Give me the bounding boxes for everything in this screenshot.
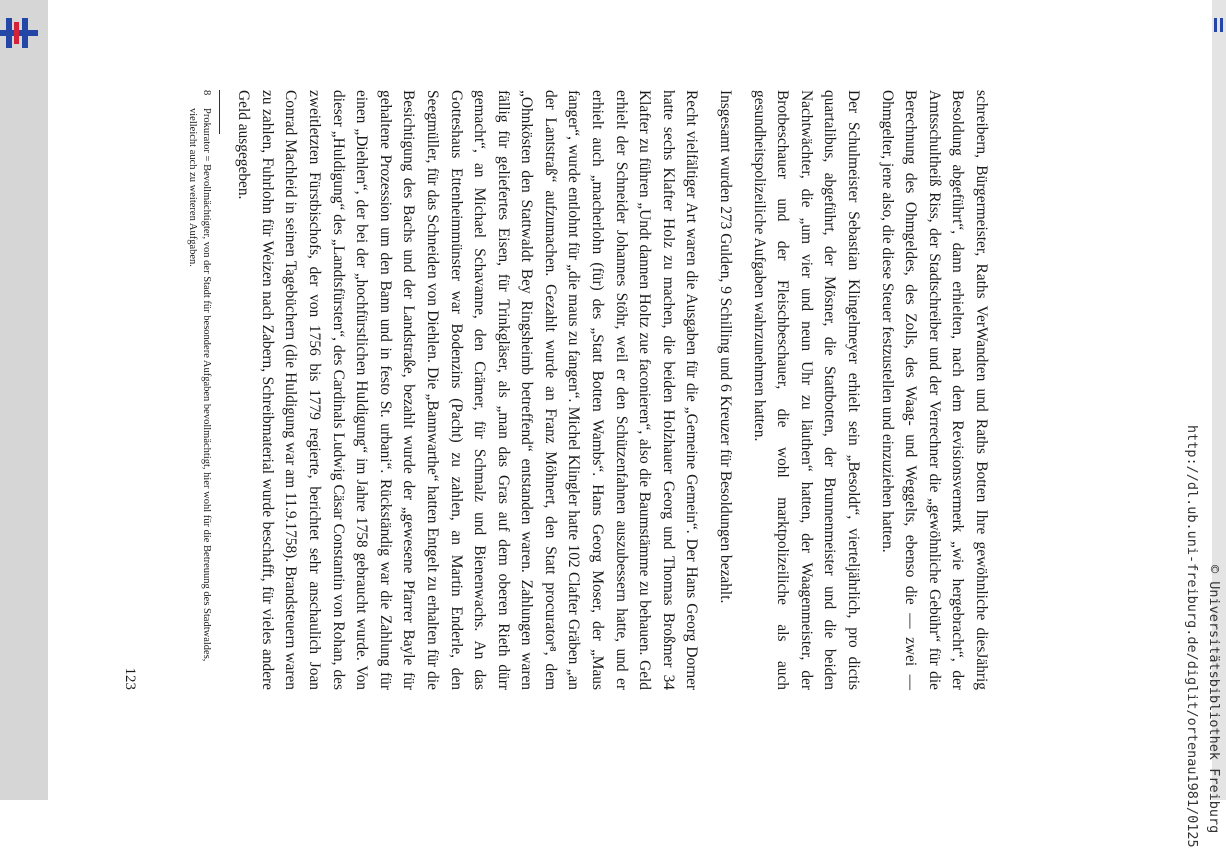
footnote — [185, 90, 213, 690]
ub-freiburg-logo-icon — [0, 18, 40, 48]
page-number: 123 — [122, 667, 138, 690]
corner-logo-icon — [1214, 18, 1224, 34]
paragraph: Recht vielfältiger Art waren die Ausgaben für die „Gemeine Gemein“. Der Hans Georg Dorner hatte sechs Klafter Holz zu machen, die beiden Holzhauer Georg und Thomas Broßmer 34 Klafter zu führen „Undt dannen Holtz zue faconieren“, also die Baumstämme zu behauen. Geld erhielt der Schneider Johannes Stöhr, weil er den Schützenfahnen auszubessern hatte, und er erhielt auch „macherlohn (für) des „Statt Botten Wambs“. Hans Georg Moser, der „Maus fanger“, wurde entlohnt für „die maus zu fangen“. Michel Klingler hatte 102 Clafter Gräben „an der Lantstraß“ aufzumachen. Gezahlt wurde an Franz Möhnert, den Statt procurator⁸, dem „Ohnkösten den Stattwaldt Bey Ringsheimb betreffend“ entstanden waren. Zahlungen waren fällig für geliefertes Eisen, für Trinkgläser, als „man das Gras auf dem oberen Rieth dürr gemacht“, an Michael Schavanne, den Crämer, für Schmalz und Bienenwachs. An das Gotteshaus Ettenheimmünster war Bodenzins (Pacht) zu zahlen, an Martin Enderle, den Seegmüller, für das Schneiden von Diehlen. Die „Bannwarthe“ hatten Entgelt zu erhalten für die Besichtigung des Bachs und der Landstraße, bezahlt wurde der „gewesene Pfarrer Bayle für gehaltene Prozession um den Bann und in festo St. urbani“. Rückständig war die Zahlung für einen „Diehlen“, der bei der „hochfürstlichen Huldigung“ im Jahre 1758 gebraucht wurde. Von dieser „Huldigung“ des „Landtsfürsten“, des Cardinals Ludwig Cäsar Constantin von Rohan, des zweitletzten Fürstbischofs, der von 1756 bis 1779 regierte, berichtet sehr anschaulich Joan Conrad Machleid in seinen Tagebüchern (die Huldigung war am 11.9.1758). Brandsteuern waren zu zahlen, Fuhrlohn für Weizen nach Zabern, Schreibmaterial wurde beschafft, für vieles andere Geld ausgegeben. — [235, 90, 701, 690]
paragraph: Insgesamt wurden 273 Gulden, 9 Schilling und 6 Kreuzer für Besoldungen bezahlt. — [717, 90, 735, 604]
scanned-page — [83, 20, 1143, 780]
footnote-text: Prokurator = Bevollmächtigter, von der Stadt für besondere Aufgaben bevollmächtigt, hier wohl für die Betreuung des Stadtwaldes, vielleicht auch zu weiteren Aufgaben. — [186, 108, 212, 662]
watermark-url: http://dl.ub.uni-freiburg.de/diglit/ortenau1981/0125 — [1184, 425, 1200, 848]
paragraph: schreibern, Bürgermeister, Raths VerWandten und Raths Botten Ihre gewöhnliche diesJährig Besoldung abgeführt“, dann erhielten, nach dem Revisionsvermerk „wie hergebracht“, der Amtsschultheiß Riss, der Stadtschreiber und der Verrechner die „gewöhnliche Gebühr“ für die Berechnung des Ohmgeldes, des Zolls, des Waag- und Weggelts, ebenso die — zwei — Ohmgelter, jene also, die diese Steuer festzustellen und einzuziehen hatten. — [878, 90, 990, 690]
footnote-number: 8 — [200, 90, 212, 96]
left-gutter — [0, 0, 48, 800]
watermark-copyright: © Universitätsbibliothek Freiburg — [1206, 565, 1222, 834]
body-text — [232, 90, 993, 690]
footnote-divider — [219, 90, 220, 134]
paragraph: Der Schulmeister Sebastian Klingelmeyer erhielt sein „Besoldt“, vierteljährlich, pro dictis quartalibus, abgeführt, der Mösner, die Stattbotten, der Brunnenmeister und die beiden Nachtwächter, die „um vier und neun Uhr zu läuthen“ hatten, der Waagenmeister, der Brotbeschauer und der Fleischbeschauer, die wohl marktpolizeiliche als auch gesundheitspolizeiliche Aufgaben wahrzunehmen hatten. — [750, 90, 863, 690]
